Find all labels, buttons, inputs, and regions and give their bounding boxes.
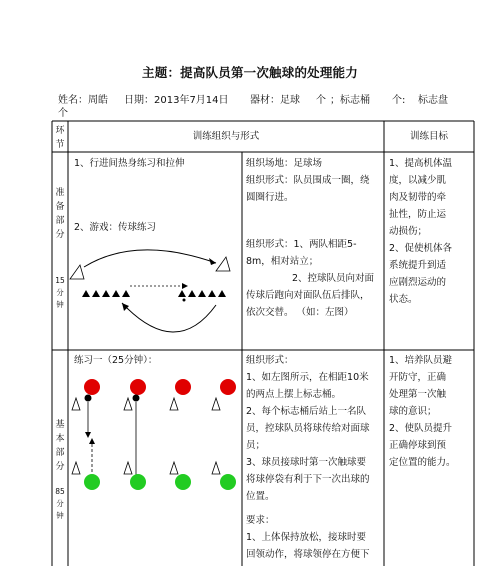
curved-arrow-bottom	[122, 303, 216, 332]
team-right	[178, 290, 226, 297]
curved-arrow-top	[84, 250, 216, 267]
unit-disc: 个	[58, 108, 68, 119]
cone-icon	[124, 398, 132, 410]
cone-icon-right	[216, 257, 230, 271]
main-minutes: 85 分 钟	[55, 487, 65, 520]
prep-form4: 8m，相对站立；	[246, 256, 319, 267]
marker-disc: 标志盘	[418, 95, 448, 106]
cone-icon	[72, 462, 80, 474]
prep-form7: 依次交替。 （如：左图）	[246, 307, 354, 318]
author-name: 姓名：周皓	[58, 95, 108, 106]
pass-arrow	[89, 438, 95, 444]
cone-icon	[170, 462, 178, 474]
cone-icon	[72, 398, 80, 410]
prep-form3: 组织形式：1、两队相距5-	[246, 239, 357, 250]
header-goal: 训练目标	[409, 131, 448, 142]
unit-bucket: 个:	[392, 95, 406, 106]
arrow-head-bottom	[122, 303, 129, 311]
main-drill-diagram	[70, 372, 242, 492]
prep-minutes: 15 分 钟	[55, 276, 65, 309]
prep-form2: 圆圈行进。	[246, 192, 294, 203]
main-drill-title: 练习一（25分钟）：	[74, 355, 158, 366]
cone-icon	[124, 462, 132, 474]
ball-icon	[133, 395, 140, 402]
prep-passing-diagram	[66, 245, 242, 350]
date: 日期：2013年7月14日	[124, 95, 229, 106]
prep-item1: 1、行进间热身练习和拉伸	[74, 158, 185, 169]
main-org-title: 组织形式：	[246, 355, 294, 366]
prep-site: 组织场地：足球场	[246, 158, 323, 169]
prep-stage-label: 准 备 部 分	[55, 188, 65, 240]
marker-bucket: ；标志桶	[330, 95, 370, 106]
main-stage-label: 基 本 部 分	[55, 420, 65, 472]
red-player	[175, 379, 191, 395]
cone-icon	[212, 462, 220, 474]
cone-icon-left	[70, 265, 84, 279]
green-player	[84, 474, 100, 490]
red-player	[220, 379, 236, 395]
ball-icon	[85, 395, 92, 402]
prep-form5: 2、控球队员向对面	[292, 273, 375, 284]
pass-arrow	[85, 432, 91, 438]
equipment: 器材：足球	[250, 95, 300, 106]
prep-form6: 传球后跑向对面队伍后排队，	[246, 290, 370, 301]
ball-icon	[183, 299, 186, 302]
main-goal: 1、培养队员避 开防守，正确 处理第一次触 球的意识； 2、使队员提升 正确停球到预 定位置的能力。	[389, 355, 456, 468]
green-player	[130, 474, 146, 490]
arrow-head-top	[209, 258, 216, 265]
red-player	[130, 379, 146, 395]
team-left	[82, 290, 130, 297]
cone-icon	[170, 398, 178, 410]
unit-ball: 个	[316, 95, 326, 106]
prep-goal: 1、提高机体温 度，以减少肌 肉及韧带的牵 扯性，防止运 动损伤； 2、促使机体各 系统提升到适 应剧烈运动的 状态。	[389, 158, 453, 305]
green-player	[175, 474, 191, 490]
header-org: 训练组织与形式	[192, 131, 260, 142]
main-org-lines: 1、如左图所示，在相距10米 的两点上摆上标志桶。 2、每个标志桶后站上一名队 员，控球队员将球传给对面球 员； 3、球员接球时第一次触球要 将球停袋有利于下一次出球的 位置。 要求： 1、上体保持放松，接球时要 回领动作，将球领停在方便下	[246, 372, 370, 560]
cone-icon	[212, 398, 220, 410]
prep-item2: 2、游戏：传球练习	[74, 222, 157, 233]
red-player	[84, 379, 100, 395]
pass-arrow	[182, 283, 188, 289]
header-stage: 环节	[55, 126, 65, 150]
page-title: 主题：提高队员第一次触球的处理能力	[142, 65, 358, 80]
green-player	[220, 474, 236, 490]
prep-form1: 组织形式：队员围成一圈，绕	[246, 175, 370, 186]
